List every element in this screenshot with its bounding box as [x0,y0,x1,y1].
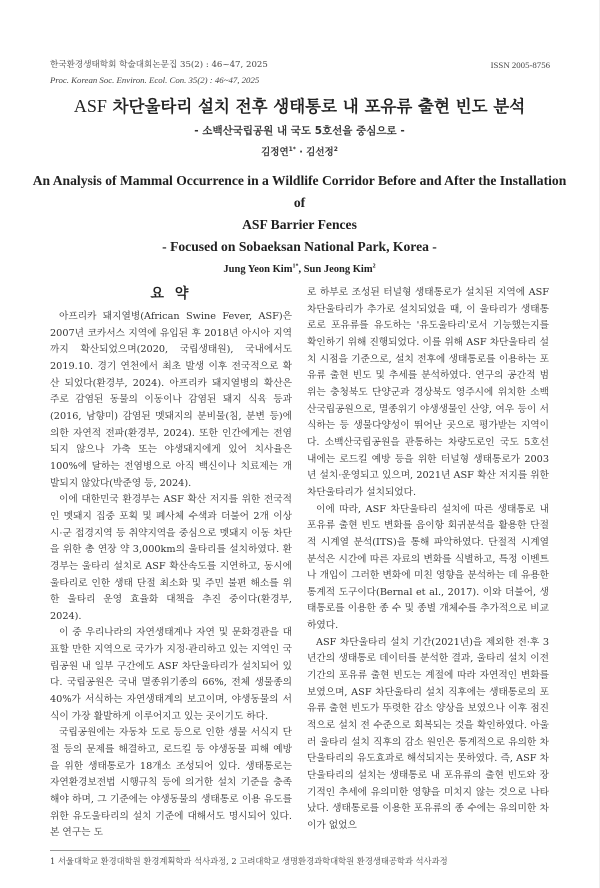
author-separator-ko: · [295,147,307,158]
journal-citation-en: Proc. Korean Soc. Environ. Ecol. Con. 35(2) : 46~47, 2025 [50,75,260,85]
title-korean [50,95,549,118]
title-korean-main: 차단울타리 설치 전후 생태통로 내 포유류 출현 빈도 분석 [106,97,526,116]
affiliation-footnote: 1 서울대학교 환경대학원 환경계획학과 석사과정, 2 고려대학교 생명환경과학대학원 환경생태공학과 석사과정 [50,856,448,866]
abstract-left-column [50,281,292,842]
title-korean-prefix: ASF [73,96,107,116]
abstract-paragraph: 아프리카 돼지열병(African Swine Fever, ASF)은 2007년 코카서스 지역에 유입된 후 2018년 아시아 지역까지 확산되었으며(2020, 국립생태원), 국내에서도 2019.10. 경기 연천에서 최초 발생 이후 전국적으로 확산 되었다(환경부, 2024). 아프리카 돼지열병의 확산은 주로 감염된 동물의 이동이나 감염된 돼지 식육 등과(2016, 남향미) 감염된 멧돼지의 분비물(침, 분변 등)에 의한 자연적 전파(환경부, 2024). 또한 인간에게는 전염되지 않으나 가축 또는 야생돼지에게 있어 치사율은 100%에 달하는 전염병으로 아직 백신이나 치료제는 개발되지 않았다(박준영 등, 2024). [50,311,292,489]
abstract-paragraph: 로 하부로 조성된 터널형 생태통로가 설치된 지역에 ASF 차단울타리가 추가로 설치되었을 때, 이 울타리가 생태통로로 포유류를 유도하는 '유도울타리'로서 기능했는지를 확인하기 위해 진행되었다. 이를 위해 ASF 차단울타리 설치 시점을 기준으로, 설치 전후에 생태통로를 이용하는 포유류 출현 빈도 및 추세를 분석하였다. 연구의 공간적 범위는 충청북도 단양군과 경상북도 영주시에 위치한 소백산국립공원으로, 멸종위기 야생생물인 산양, 여우 등이 서식하는 등 생물다양성이 뛰어난 곳으로 평가받는 지역이다. 소백산국립공원을 관통하는 차량도로인 국도 5호선 내에는 로드킬 예방 등을 위한 터널형 생태통로가 2003년 설치·운영되고 있으며, 2021년 ASF 확산 저지를 위한 차단울타리가 설치되었다. [307,287,549,498]
author-1-ko-affiliation: 1* [288,145,296,153]
authors-english [50,262,549,277]
abstract-paragraph: 국립공원에는 자동차 도로 등으로 인한 생물 서식지 단절 등의 문제를 해결하고, 로드킬 등 야생동물 피해 예방을 위한 생태통로가 18개소 조성되어 있다. 생태통로는 자연환경보전법 시행규칙 등에 의거한 설치 기준을 충족해야 하며, 그 기준에는 야생동물의 생태통로 이용 유도를 위한 유도울타리의 설치 기준에 대해서도 명시되어 있다. 본 연구는 도 [50,727,292,839]
abstract-right-column [307,281,549,842]
abstract-heading: 요 약 [150,286,192,302]
title-english [30,170,569,258]
subtitle-english: - Focused on Sobaeksan National Park, Korea - [162,239,437,254]
abstract-paragraph: 이에 대한민국 환경부는 ASF 확산 저지를 위한 전국적인 멧돼지 집중 포획 및 폐사체 수색과 더불어 2개 이상 시·군 접경지역 등 취약지역을 중심으로 멧돼지 이동 차단을 위한 총 연장 약 3,000km의 울타리를 설치하였다. 환경부는 울타리 설치로 ASF 확산속도를 지연하고, 동시에 울타리로 인한 생태 단절 최소화 및 주민 불편 해소를 위한 울타리 운영 효율화 대책을 추진 중이다(환경부, 2024). [50,494,292,622]
title-english-line-2: ASF Barrier Fences [242,217,357,232]
abstract-paragraph: 이 중 우리나라의 자연생태계나 자연 및 문화경관을 대표할 만한 지역으로 국가가 지정·관리하고 있는 지역인 국립공원 내 일부 구간에도 ASF 차단울타리가 설치되어 있다. 국립공원은 국내 멸종위기종의 66%, 전체 생물종의 40%가 서식하는 자연생태계의 보고이며, 야생동물의 서식이 가장 활발하게 이루어지고 있는 곳이기도 하다. [50,627,292,722]
author-1-en-affiliation: 1* [292,263,299,270]
abstract-paragraph: 이에 따라, ASF 차단울타리 설치에 따른 생태통로 내 포유류 출현 빈도 변화를 음이항 회귀분석을 활용한 단절적 시계열 분석(ITS)을 통해 파악하였다. 단절적 시계열 분석은 시간에 따른 자료의 변화를 식별하고, 특정 이벤트나 개입이 그러한 변화에 미친 영향을 분석하는 데 유용한 통계적 도구이다(Bernal et al., 2017). 이와 더불어, 생태통로를 이용한 종 수 및 종별 개체수를 추가적으로 비교하였다. [307,503,549,632]
author-separator-en: , [298,264,304,275]
abstract-columns [50,281,549,842]
footnote-divider [50,850,190,851]
author-1-ko: 김정연 [261,147,289,158]
authors-korean [50,145,549,160]
title-english-line-1: An Analysis of Mammal Occurrence in a Wildlife Corridor Before and After the Installation of [32,173,567,210]
author-1-en: Jung Yeon Kim [223,264,293,275]
journal-citation-ko: 한국환경생태학회 학술대회논문집 35(2) : 46~47, 2025 [50,60,268,70]
subtitle-korean: - 소백산국립공원 내 국도 5호선을 중심으로 - [194,125,405,137]
author-2-en-affiliation: 2 [372,263,376,270]
author-2-en: Sun Jeong Kim [303,264,373,275]
running-head [50,58,550,88]
issn: ISSN 2005-8756 [490,60,550,70]
author-2-ko-affiliation: 2 [333,145,338,153]
author-2-ko: 김선정 [306,147,334,158]
abstract-paragraph: ASF 차단울타리 설치 기간(2021년)을 제외한 전·후 3년간의 생태통로 데이터를 분석한 결과, 울타리 설치 이전 기간의 포유류 출현 빈도는 계절에 따라 자연적인 변화를 보였으며, ASF 차단울타리 설치 직후에는 생태통로의 포유류 출현 빈도가 뚜렷한 감소 양상을 보였으나 이후 점진적으로 설치 전 수준으로 회복되는 것을 확인하였다. 아울러 울타리 설치 직후의 감소 원인은 통계적으로 유의한 차단울타리의 유도효과로 해석되지는 못하였다. 즉, ASF 차단울타리의 설치는 생태통로 내 포유류의 출현 빈도와 장기적인 추세에 유의미한 영향을 미치지 않는 것으로 나타났다. 생태통로를 이용한 포유류의 종 수에는 유의미한 차이가 없었으 [307,636,549,831]
